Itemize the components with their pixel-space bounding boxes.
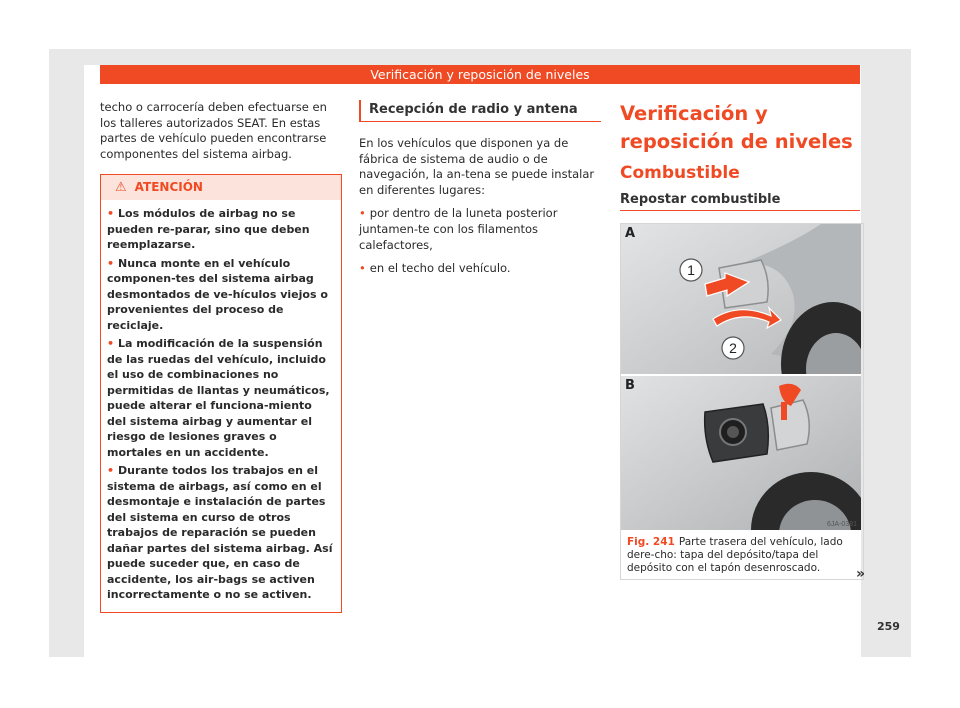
figure-caption	[621, 530, 863, 579]
list-item: • en el techo del vehículo.	[359, 261, 511, 276]
bullet-icon: •	[107, 337, 115, 351]
warning-triangle-icon: ⚠	[115, 180, 127, 196]
continue-mark: »	[856, 566, 866, 582]
chapter-title: Verificación y reposición de niveles	[620, 102, 853, 153]
warning-item: • Los módulos de airbag no se pueden re-parar, sino que deben reemplazarse.	[107, 207, 310, 252]
image-code: 6JA-0381	[827, 521, 857, 529]
intro-paragraph: techo o carrocería deben efectuarse en los talleres autorizados SEAT. En estas partes de vehículo pueden encontrarse componentes del sistema airbag.	[100, 100, 327, 161]
bullet-icon: •	[359, 206, 366, 221]
section-title: Repostar combustible	[620, 192, 860, 212]
section-rule	[359, 121, 601, 122]
figure-panel-b	[621, 376, 861, 530]
warning-body	[101, 200, 341, 612]
panel-label-b: B	[625, 378, 635, 394]
radio-intro: En los vehículos que disponen ya de fábrica de sistema de audio o de navegación, la an-tena se puede instalar en diferentes lugares:	[359, 136, 595, 197]
panel-label-a: A	[625, 226, 636, 242]
figure	[620, 223, 864, 580]
figure-image	[621, 224, 861, 530]
column-middle	[359, 100, 601, 285]
running-header: Verificación y reposición de niveles	[100, 65, 860, 84]
warning-header	[101, 175, 341, 200]
warning-item: • Durante todos los trabajos en el sistema de airbags, así como en el desmontaje e instalación de partes del sistema en curso de otros trabajos de reparación se pueden dañar partes del sistema airbag. Así puede suceder que, en caso de accidente, los air-bags se activen incorrectamente o no se activen.	[107, 464, 333, 602]
bullet-icon: •	[107, 256, 115, 270]
figure-number: Fig. 241	[627, 536, 675, 549]
warning-title: ATENCIÓN	[134, 180, 203, 195]
bullet-icon: •	[107, 207, 115, 221]
marker-2: 2	[729, 340, 737, 357]
list-item: • por dentro de la luneta posterior juntamen-te con los filamentos calefactores,	[359, 206, 558, 252]
figure-caption-text: Parte trasera del vehículo, lado dere-cho: tapa del depósito/tapa del depósito con el tapón desenroscado.	[627, 536, 843, 575]
fuel-door-open-illustration	[621, 376, 861, 530]
fuel-door-closed-illustration	[621, 224, 861, 374]
page-number: 259	[877, 620, 900, 633]
marker-1: 1	[687, 262, 695, 279]
warning-item: • La modificación de la suspensión de las ruedas del vehículo, incluido el uso de combinaciones no permitidas de llantas y neumáticos, puede alterar el funciona-miento del sistema airbag y aumentar el riesgo de lesiones graves o mortales en un accidente.	[107, 337, 330, 459]
bullet-icon: •	[359, 261, 366, 276]
figure-panel-a	[621, 224, 861, 374]
section-heading-radio: Recepción de radio y antena	[359, 100, 601, 122]
bullet-icon: •	[107, 464, 115, 478]
warning-box	[100, 174, 342, 613]
column-left	[100, 100, 342, 613]
subsection-title: Combustible	[620, 163, 740, 183]
column-right	[620, 100, 860, 580]
warning-item: • Nunca monte en el vehículo componen-tes del sistema airbag desmontados de ve-hículos viejos o provenientes del proceso de reciclaje.	[107, 256, 328, 332]
